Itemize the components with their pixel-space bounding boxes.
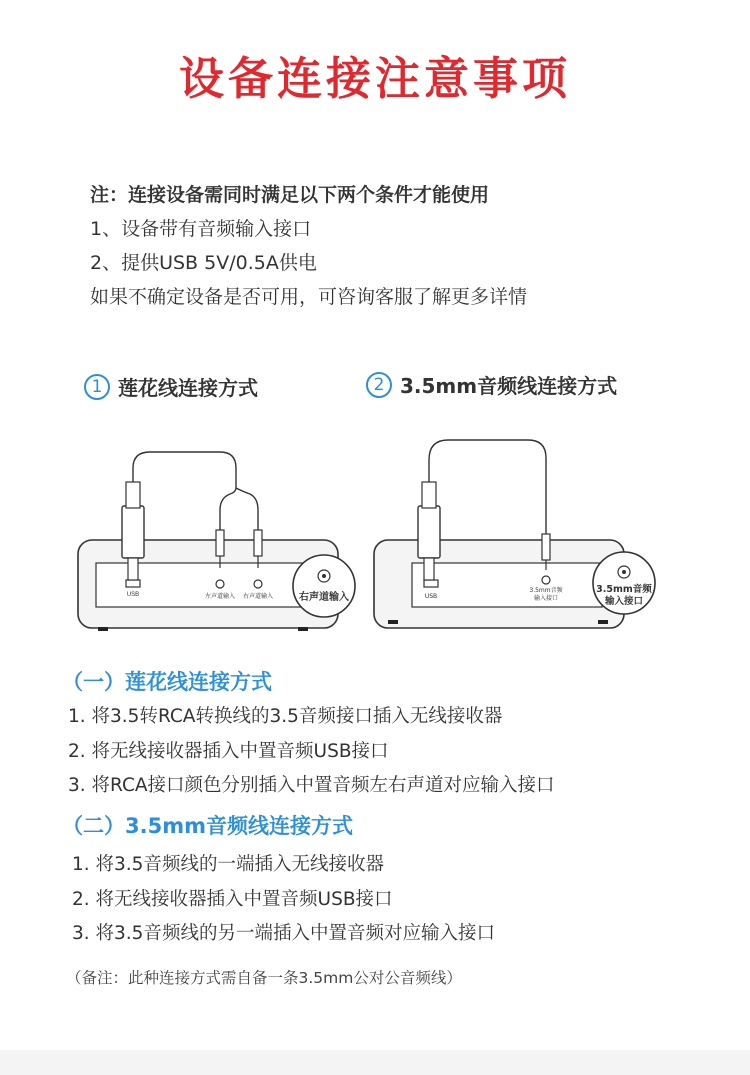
note-item: 如果不确定设备是否可用，可咨询客服了解更多详情 bbox=[90, 286, 528, 308]
right-channel-label: 右声道输入 bbox=[242, 593, 274, 600]
method-label-text: 莲花线连接方式 bbox=[118, 376, 258, 400]
aux-plug bbox=[542, 534, 550, 560]
remark-note: （备注：此种连接方式需自备一条3.5mm公对公音频线） bbox=[66, 969, 462, 987]
aux-port-label: 输入接口 bbox=[533, 595, 559, 602]
step-item: 2. 将无线接收器插入中置音频USB接口 bbox=[72, 888, 393, 910]
page-title: 设备连接注意事项 bbox=[178, 52, 571, 105]
speaker-panel bbox=[412, 563, 602, 607]
aux-port-label: 3.5mm音频 bbox=[529, 587, 563, 594]
speaker-foot bbox=[388, 620, 398, 624]
speaker-foot bbox=[598, 620, 608, 624]
step-item: 2. 将无线接收器插入中置音频USB接口 bbox=[68, 740, 389, 762]
note-item: 1、设备带有音频输入接口 bbox=[90, 218, 312, 240]
callout-label: 输入接口 bbox=[604, 596, 644, 607]
section-1-title: （一）莲花线连接方式 bbox=[62, 670, 272, 694]
audio-cable bbox=[429, 440, 546, 538]
step-item: 3. 将3.5音频线的另一端插入中置音频对应输入接口 bbox=[72, 923, 495, 944]
usb-port-label: USB bbox=[424, 593, 438, 600]
notes-heading: 注：连接设备需同时满足以下两个条件才能使用 bbox=[90, 184, 490, 206]
step-item: 1. 将3.5音频线的一端插入无线接收器 bbox=[72, 854, 384, 875]
section-2-title: （二）3.5mm音频线连接方式 bbox=[62, 814, 353, 838]
left-channel-label: 左声道输入 bbox=[204, 593, 236, 600]
method-label-text: 3.5mm音频线连接方式 bbox=[400, 374, 618, 398]
section-2-steps bbox=[72, 848, 495, 952]
section-1-steps bbox=[68, 700, 555, 804]
step-item: 3. 将RCA接口颜色分别插入中置音频左右声道对应输入接口 bbox=[68, 775, 555, 796]
wireless-receiver bbox=[418, 506, 440, 558]
callout-label: 3.5mm音频 bbox=[596, 584, 652, 595]
note-item: 2、提供USB 5V/0.5A供电 bbox=[90, 252, 317, 274]
callout-label: 右声道输入 bbox=[299, 592, 349, 603]
usb-port-label: USB bbox=[126, 592, 140, 598]
audio-plug bbox=[422, 482, 436, 508]
step-item: 1. 将3.5转RCA转换线的3.5音频接口插入无线接收器 bbox=[68, 706, 503, 727]
usb-plug bbox=[424, 558, 434, 580]
method-number-badge: 1 bbox=[84, 374, 110, 400]
method-number-badge: 2 bbox=[366, 372, 392, 398]
